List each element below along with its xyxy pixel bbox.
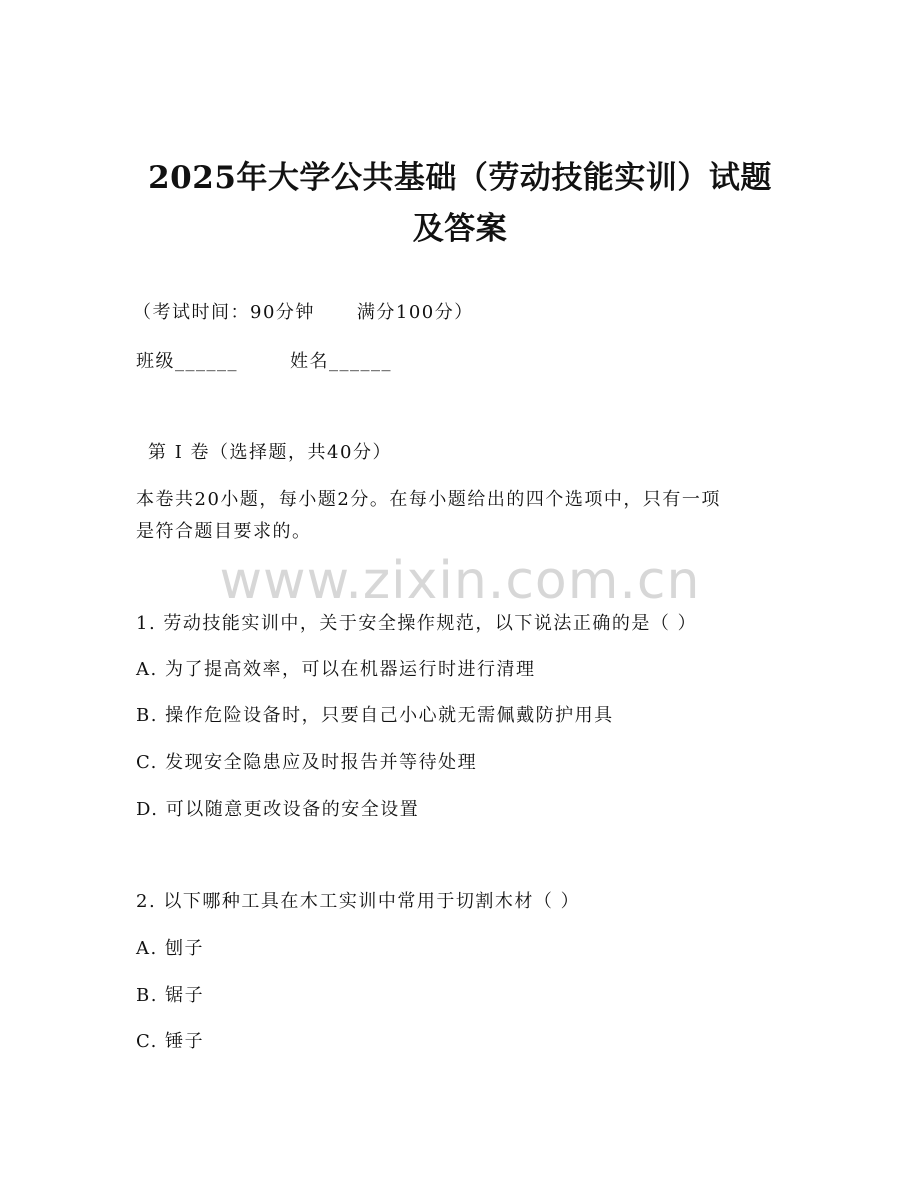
question-1-stem: 1. 劳动技能实训中，关于安全操作规范，以下说法正确的是（ ） <box>136 613 698 634</box>
exam-time-score <box>133 300 474 326</box>
page-title-line-2: 及答案 <box>412 211 508 247</box>
exam-score: 满分100分） <box>356 302 474 323</box>
student-fields <box>136 349 392 375</box>
question-1-option-b: B. 操作危险设备时，只要自己小心就无需佩戴防护用具 <box>136 705 614 726</box>
section-instruction-line-2: 是符合题目要求的。 <box>136 521 312 542</box>
section-instruction-line-1: 本卷共20小题，每小题2分。在每小题给出的四个选项中，只有一项 <box>136 489 721 510</box>
question-2-stem: 2. 以下哪种工具在木工实训中常用于切割木材（ ） <box>136 891 581 912</box>
page-title-line-1: 2025年大学公共基础（劳动技能实训）试题 <box>148 160 772 196</box>
section-heading: 第 I 卷（选择题，共40分） <box>148 442 392 463</box>
question-2-option-c: C. 锤子 <box>136 1031 205 1052</box>
class-field: 班级______ <box>136 351 238 372</box>
question-1-option-d: D. 可以随意更改设备的安全设置 <box>136 799 420 820</box>
question-1-option-a: A. 为了提高效率，可以在机器运行时进行清理 <box>136 659 536 680</box>
question-2-option-a: A. 刨子 <box>136 938 204 959</box>
exam-time: （考试时间：90分钟 <box>133 302 315 323</box>
question-1-option-c: C. 发现安全隐患应及时报告并等待处理 <box>136 752 478 773</box>
watermark: www.zixin.com.cn <box>219 551 701 611</box>
name-field: 姓名______ <box>290 351 392 372</box>
question-2-option-b: B. 锯子 <box>136 985 205 1006</box>
